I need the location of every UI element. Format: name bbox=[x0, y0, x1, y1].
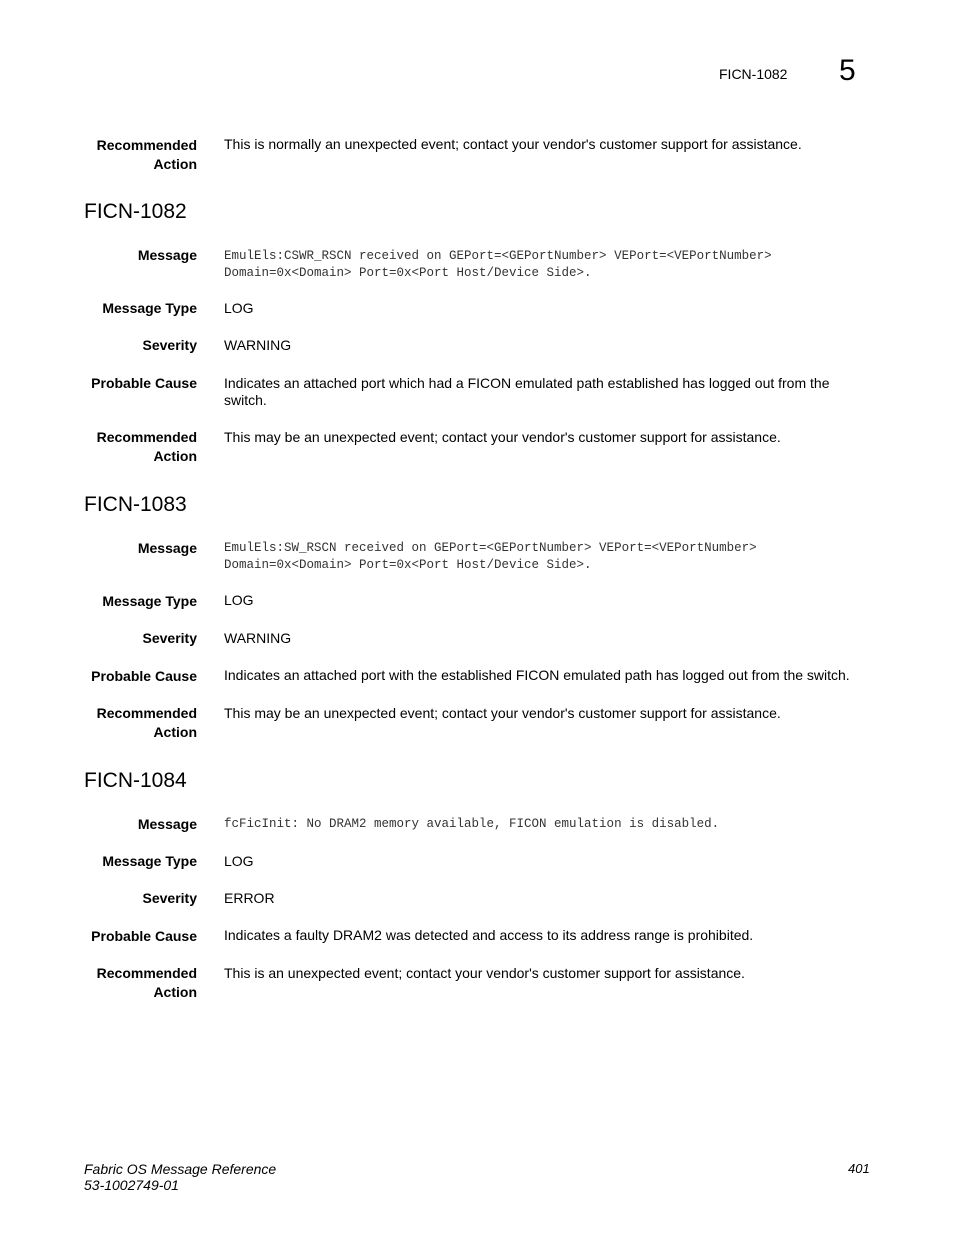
section-title: FICN-1083 bbox=[84, 493, 187, 516]
running-header-code: FICN-1082 bbox=[719, 66, 788, 82]
recommended-action-label: Recommended Action bbox=[96, 137, 197, 172]
message-text: EmulEls:CSWR_RSCN received on GEPort=<GEPortNumber> VEPort=<VEPortNumber> Domain=0x<Domain> Port=0x<Port Host/Device Side>. bbox=[224, 249, 772, 280]
severity-value: WARNING bbox=[224, 337, 292, 353]
probable-cause-text: Indicates an attached port with the established FICON emulated path has logged out from the switch. bbox=[224, 667, 850, 683]
message-label: Message bbox=[137, 540, 197, 556]
footer-book-title: Fabric OS Message Reference bbox=[84, 1161, 277, 1177]
severity-label: Severity bbox=[142, 890, 197, 906]
message-label: Message bbox=[137, 247, 197, 263]
message-text: fcFicInit: No DRAM2 memory available, FICON emulation is disabled. bbox=[224, 817, 720, 831]
message-type-value: LOG bbox=[224, 592, 254, 608]
probable-cause-label: Probable Cause bbox=[91, 375, 197, 391]
footer-doc-number: 53-1002749-01 bbox=[84, 1177, 179, 1193]
message-type-label: Message Type bbox=[102, 853, 197, 869]
probable-cause-label: Probable Cause bbox=[91, 668, 197, 684]
recommended-action-text: This is normally an unexpected event; contact your vendor's customer support for assistance. bbox=[224, 136, 802, 152]
recommended-action-text: This may be an unexpected event; contact your vendor's customer support for assistance. bbox=[224, 705, 781, 721]
message-type-value: LOG bbox=[224, 300, 254, 316]
probable-cause-label: Probable Cause bbox=[91, 928, 197, 944]
message-type-value: LOG bbox=[224, 853, 254, 869]
recommended-action-label: Recommended Action bbox=[96, 429, 197, 464]
probable-cause-text: Indicates a faulty DRAM2 was detected and access to its address range is prohibited. bbox=[224, 927, 754, 943]
recommended-action-text: This is an unexpected event; contact your vendor's customer support for assistance. bbox=[224, 965, 745, 981]
page-number: 401 bbox=[848, 1161, 870, 1176]
section-title: FICN-1084 bbox=[84, 769, 187, 792]
message-type-label: Message Type bbox=[102, 593, 197, 609]
recommended-action-text: This may be an unexpected event; contact your vendor's customer support for assistance. bbox=[224, 429, 781, 445]
probable-cause-text: Indicates an attached port which had a FICON emulated path established has logged out from the switch. bbox=[224, 375, 830, 408]
severity-value: ERROR bbox=[224, 890, 275, 906]
message-text: EmulEls:SW_RSCN received on GEPort=<GEPortNumber> VEPort=<VEPortNumber> Domain=0x<Domain> Port=0x<Port Host/Device Side>. bbox=[224, 541, 757, 572]
severity-label: Severity bbox=[142, 337, 197, 353]
chapter-number: 5 bbox=[839, 54, 856, 87]
recommended-action-label: Recommended Action bbox=[96, 705, 197, 740]
severity-label: Severity bbox=[142, 630, 197, 646]
message-type-label: Message Type bbox=[102, 300, 197, 316]
message-label: Message bbox=[137, 816, 197, 832]
recommended-action-label: Recommended Action bbox=[96, 965, 197, 1000]
section-title: FICN-1082 bbox=[84, 200, 187, 223]
severity-value: WARNING bbox=[224, 630, 292, 646]
footer-book-info bbox=[84, 1161, 276, 1193]
